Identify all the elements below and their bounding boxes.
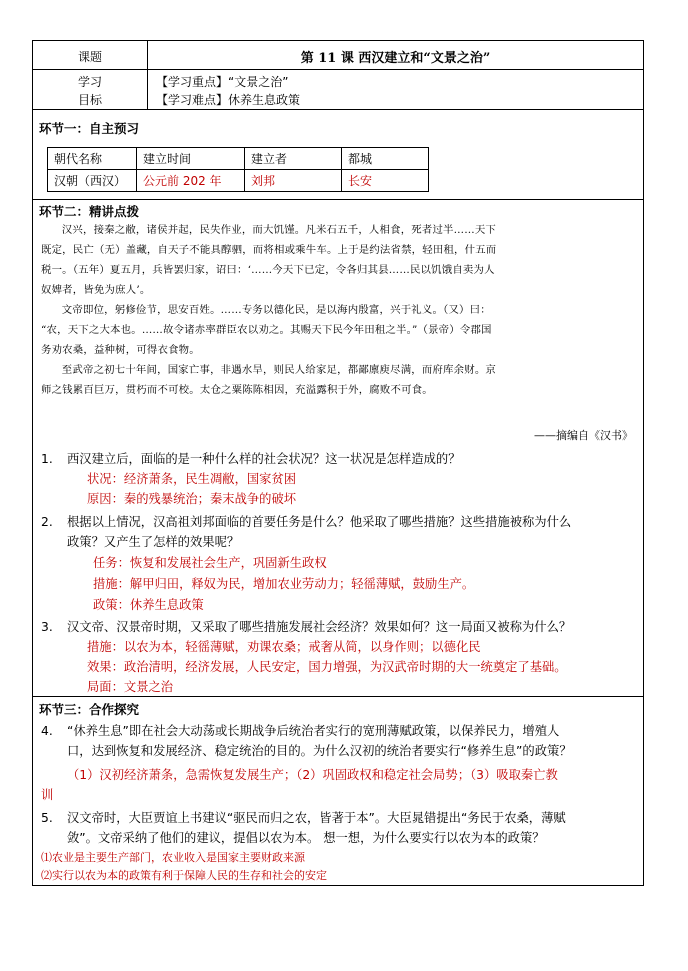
section1-title: 环节一：自主预习 — [39, 121, 140, 136]
topic-label: 课题 — [77, 50, 102, 64]
section2-title: 环节二：精讲点拨 — [39, 204, 140, 219]
answer-line: 措施：以农为本，轻徭薄赋，劝课农桑；戒奢从简，以身作则；以德化民 — [87, 640, 481, 654]
table-cell: 公元前 202 年 — [137, 170, 245, 192]
objective-label-2: 目标 — [77, 93, 102, 107]
question-1 — [41, 449, 639, 469]
passage-line: 至武帝之初七十年间，国家亡事，非遇水旱，则民人给家足，都鄙廪庾尽满，而府库余财。京 — [61, 364, 497, 376]
answer-line: 任务：恢复和发展社会生产，巩固新生政权 — [93, 556, 327, 570]
question-number: 2. — [41, 515, 53, 529]
answer-line: 原因：秦的残暴统治；秦末战争的破坏 — [87, 492, 297, 506]
question-text: 根据以上情况，汉高祖刘邦面临的首要任务是什么？他采取了哪些措施？这些措施被称为什么 — [67, 515, 572, 529]
row-line — [33, 109, 643, 110]
key-point: 【学习重点】“文景之治” — [156, 75, 289, 89]
answer-line: 状况：经济萧条，民生凋敝，国家贫困 — [87, 472, 297, 486]
answer-line: （1）汉初经济萧条，急需恢复发展生产；（2）巩固政权和稳定社会局势；（3）吸取秦亡教 — [67, 768, 558, 782]
page-title: 第 11 课 西汉建立和“文景之治” — [300, 51, 491, 66]
passage-line: 税一。（五年）夏五月，兵皆罢归家，诏曰：‘……今天下已定，令各归其县……民以饥饿自卖为人 — [41, 264, 495, 276]
answer-line: 措施：解甲归田，释奴为民，增加农业劳动力；轻徭薄赋，鼓励生产。 — [93, 577, 475, 591]
objective-label-1: 学习 — [77, 75, 102, 89]
answer-line: 训 — [41, 788, 54, 802]
question-number: 1. — [41, 452, 53, 466]
table-cell: 长安 — [342, 170, 429, 192]
passage-line: 务劝农桑，益种树，可得衣食物。 — [41, 344, 200, 356]
question-3 — [41, 617, 639, 637]
difficulty-text: 休养生息政策 — [228, 93, 301, 107]
answer-line: 政策：休养生息政策 — [93, 598, 204, 612]
difficulty-prefix: 【学习难点】 — [156, 93, 229, 107]
question-text: 敛”。文帝采纳了他们的建议，提倡以农为本。 想一想，为什么要实行以农为本的政策？ — [67, 831, 545, 845]
table-cell: 刘邦 — [245, 170, 342, 192]
passage-source: ——摘编自《汉书》 — [534, 429, 633, 442]
question-text: 口，达到恢复和发展经济、稳定统治的目的。为什么汉初的统治者要实行“修养生息”的政策？ — [67, 744, 572, 758]
row-line — [33, 69, 643, 70]
source-passage — [41, 220, 633, 400]
passage-line: 奴婢者，皆免为庶人’。 — [41, 284, 151, 296]
table-header-cell: 建立者 — [245, 148, 342, 170]
question-2 — [41, 512, 639, 552]
question-text: 西汉建立后，面临的是一种什么样的社会状况？这一状况是怎样造成的？ — [67, 452, 461, 466]
question-number: 4. — [41, 724, 53, 738]
question-5 — [41, 808, 639, 848]
passage-line: “农，天下之大本也。……故令诸赤率群臣农以劝之。其赐天下民今年田租之半。”（景帝）令郡国 — [41, 324, 492, 336]
dynasty-table — [47, 147, 429, 192]
answer-line: 效果：政治清明，经济发展，人民安定，国力增强，为汉武帝时期的大一统奠定了基础。 — [87, 660, 567, 674]
question-number: 5. — [41, 811, 53, 825]
answer-line: 局面：文景之治 — [87, 680, 174, 694]
table-header-cell: 都城 — [342, 148, 429, 170]
table-row — [48, 170, 429, 192]
question-4 — [41, 721, 639, 761]
table-cell: 汉朝（西汉） — [48, 170, 137, 192]
section3-title: 环节三：合作探究 — [39, 702, 140, 717]
question-text: “休养生息”即在社会大动荡或长期战争后统治者实行的宽刑薄赋政策，以保养民力，增殖人 — [67, 724, 560, 738]
row-line — [33, 199, 643, 200]
question-text: 汉文帝、汉景帝时期，又采取了哪些措施发展社会经济？效果如何？这一局面又被称为什么？ — [67, 620, 572, 634]
question-text: 汉文帝时，大臣贾谊上书建议“驱民而归之农，皆著于本”。大臣晁错提出“务民于农桑，薄赋 — [67, 811, 566, 825]
question-text: 政策？又产生了怎样的效果呢？ — [67, 535, 240, 549]
passage-line: 汉兴，接秦之敝，诸侯并起，民失作业，而大饥馑。凡米石五千，人相食，死者过半……天下 — [61, 224, 497, 236]
answer-line: ⑵实行以农为本的政策有利于保障人民的生存和社会的安定 — [41, 869, 327, 882]
table-header-cell: 建立时间 — [137, 148, 245, 170]
question-number: 3. — [41, 620, 53, 634]
passage-line: 文帝即位，躬修俭节，思安百姓。……专务以德化民，是以海内殷富，兴于礼义。（又）曰： — [61, 304, 491, 316]
passage-line: 师之钱累百巨万，贯朽而不可校。太仓之粟陈陈相因，充溢露积于外，腐败不可食。 — [41, 384, 433, 396]
passage-line: 既定，民亡（无）盖藏，自天子不能具醇驷，而将相或乘牛车。上于是约法省禁，轻田租，什五而 — [41, 244, 497, 256]
answer-line: ⑴农业是主要生产部门，农业收入是国家主要财政来源 — [41, 851, 305, 864]
table-header-cell: 朝代名称 — [48, 148, 137, 170]
difficulty-line — [156, 91, 300, 108]
worksheet-table — [32, 40, 644, 886]
table-header-row — [48, 148, 429, 170]
